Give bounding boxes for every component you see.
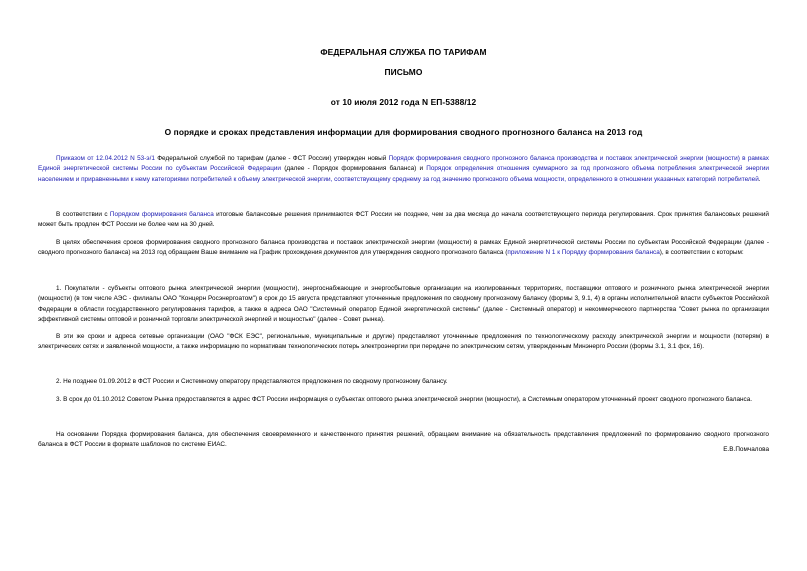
paragraph-8: На основании Порядка формирования баланса, для обеспечения своевременного и качественного принятия решений, обращаем внимание на обязательность представления предложений по формированию сводного прогнозного баланса в ФСТ России в формате шаблонов по системе ЕИАС. [38,431,769,449]
paragraph-3-text-1: В целях обеспечения сроков формирования сводного прогнозного баланса производства и поставок электрической энергии (мощности) в рамках Единой энергетической системы России по субъектам Российской Федерации (далее - сводного прогнозного баланса) на 2013 год обращаем Ваше внимание на График прохождения документов для утверждения сводного прогнозного баланса ( [38,239,769,257]
document-type: ПИСЬМО [384,67,423,77]
paragraph-1-text-3: . [758,175,761,183]
balance-procedure-link-2[interactable]: Порядком формирования баланса [109,211,214,218]
paragraph-1 [38,154,769,185]
paragraph-6: 2. Не позднее 01.09.2012 в ФСТ России и Системному оператору представляются предложения по сводному прогнозному балансу. [56,378,448,385]
signature: Е.В.Помчалова [723,446,769,453]
paragraph-3 [38,238,769,259]
paragraph-1-text-1: Федеральной службой по тарифам (далее - ФСТ России) утвержден новый [154,155,389,162]
appendix-1-link[interactable]: приложение N 1 к Порядку формирования баланса [507,249,660,257]
paragraph-3-text-2: ), в соответствии с которым: [659,249,744,257]
balance-procedure-link[interactable]: Порядок формирования сводного прогнозного баланса производства и поставок электрической энергии (мощности) в рамках Единой энергетической системы России по субъектам Российской Федерации [38,155,770,173]
paragraph-2 [38,210,769,231]
paragraph-5: В эти же сроки и адреса сетевые организации (ОАО "ФСК ЕЭС", региональные, муниципальные и другие) представляют уточненные предложения по технологическому расходу электрической энергии и мощности (потерям) в электрических сетях и заявленной мощности, а также информацию по нормативам технологических потерь электроэнергии при передаче по электрическим сетям, утвержденным Минэнерго России (формы 3.1, 3.1 фск, 16). [38,333,769,351]
document-title: О порядке и сроках представления информации для формирования сводного прогнозного баланса на 2013 год [164,127,643,137]
paragraph-4: 1. Покупатели - субъекты оптового рынка электрической энергии (мощности), энергоснабжающие и энергосбытовые организации на изолированных территориях, поставщики оптового и розничного рынка электрической энергии (мощности) (в том числе АЭС - филиалы ОАО "Концерн Росэнергоатом") в срок до 15 августа представляют уточненные предложения по сводному прогнозному балансу (формы 3, 9.1, 4) в органы исполнительной власти субъектов Российской Федерации в области государственного регулирования тарифов, а также в адреса ОАО "Системный оператор Единой энергетической системы" (далее - Системный оператор) и некоммерческого партнерства "Совет рынка по организации эффективной системы оптовой и розничной торговли электрической энергией и мощностью" (далее - Совет рынка). [38,285,769,323]
order-link[interactable]: Приказом от 12.04.2012 N 53-э/1 [56,155,155,162]
agency-name: ФЕДЕРАЛЬНАЯ СЛУЖБА ПО ТАРИФАМ [320,47,487,57]
paragraph-2-text-1: В соответствии с [56,211,110,218]
paragraph-1-text-2: (далее - Порядок формирования баланса) и [281,165,427,173]
document-date-number: от 10 июля 2012 года N ЕП-5388/12 [330,97,477,107]
paragraph-7: 3. В срок до 01.10.2012 Советом Рынка предоставляется в адрес ФСТ России информация о субъектах оптового рынка электрической энергии (мощности), а Системным оператором уточненный проект сводного прогнозного баланса. [56,396,753,403]
ratio-procedure-link[interactable]: Порядок определения отношения суммарного за год прогнозного объема потребления электрической энергии населением и приравненными к нему категориями потребителей к объему электрической энергии, соответствующему среднему за год значению прогнозного объема мощности, определенного в отношении указанных категорий потребителей [38,165,769,183]
paragraph-2-text-2: итоговые балансовые решения принимаются ФСТ России не позднее, чем за два месяца до начала соответствующего периода регулирования. Срок принятия балансовых решений может быть продлен ФСТ России не более чем на 30 дней. [38,211,769,229]
